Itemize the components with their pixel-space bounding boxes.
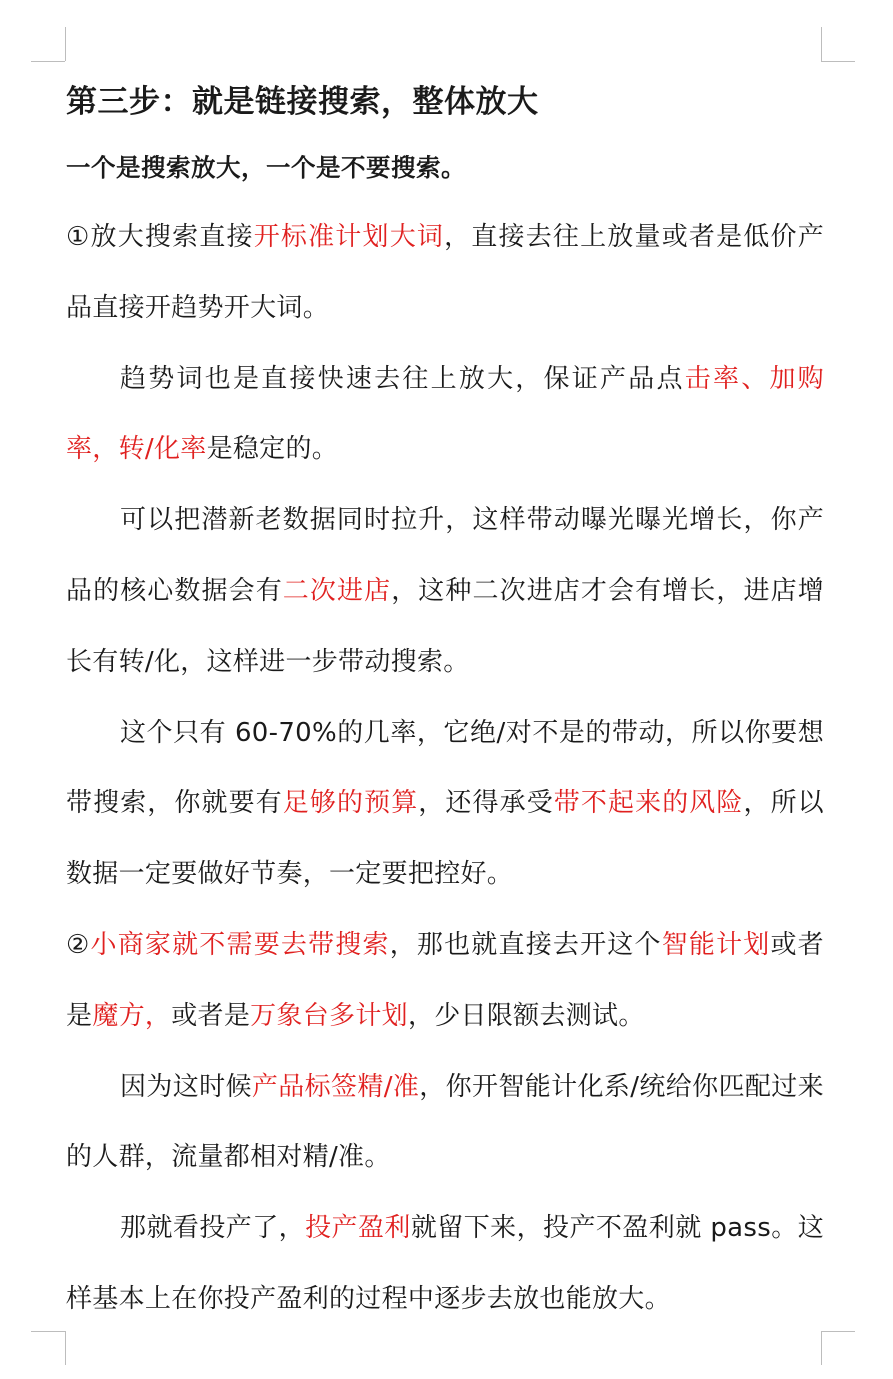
- highlighted-text: 开标准计划大词: [253, 222, 445, 252]
- paragraph-text: 那就看投产了，: [120, 1213, 306, 1244]
- document-body: [66, 72, 824, 1335]
- paragraph: [66, 1052, 824, 1194]
- paragraph-text: 趋势词也是直接快速去往上放大，保证产品点: [120, 363, 685, 394]
- paragraph: [66, 1193, 824, 1335]
- paragraph: [66, 485, 824, 697]
- document-subtitle: 一个是搜索放大，一个是不要搜索。: [66, 153, 466, 182]
- highlighted-text: 万象台多计划: [250, 1000, 408, 1031]
- paragraph-text: ，那也就直接去开这个: [389, 929, 662, 960]
- paragraph-text: 或者是: [66, 929, 824, 1031]
- paragraph-text: 是稳定的。: [206, 434, 339, 465]
- highlighted-text: 二次进店: [282, 575, 392, 606]
- paragraph-text: ，还得承受: [418, 788, 554, 819]
- paragraph: [66, 344, 824, 486]
- highlighted-text: 魔方，: [92, 1000, 172, 1031]
- paragraph-text: 这个只有 60-70%的几率，它绝/对不是的带动，所以你要想带搜索，你就要有: [66, 717, 824, 819]
- paragraph-text: ②: [66, 929, 91, 960]
- highlighted-text: 产品标签精/准: [251, 1071, 420, 1102]
- paragraph-text: 因为这时候: [120, 1071, 252, 1102]
- highlighted-text: 带不起来的风险: [553, 788, 744, 819]
- paragraph: [66, 698, 824, 910]
- paragraph-list: [66, 202, 824, 1335]
- highlighted-text: 击率、加购率，转/化率: [66, 363, 824, 465]
- document-title: 第三步：就是链接搜索，整体放大: [66, 84, 539, 120]
- paragraph-text: 或者是: [171, 1000, 251, 1031]
- paragraph-text: ，这种二次进店才会有增长，进店增长有转/化，这样进一步带动搜索。: [66, 575, 824, 677]
- paragraph-text: ，你开智能计化系/统给你匹配过来的人群，流量都相对精/准。: [66, 1071, 824, 1173]
- paragraph: [66, 202, 824, 344]
- paragraph-text: ，所以数据一定要做好节奏，一定要把控好。: [66, 788, 824, 890]
- paragraph-text: 就留下来，投产不盈利就 pass。这样基本上在你投产盈利的过程中逐步去放也能放大。: [66, 1213, 824, 1314]
- paragraph-text: 可以把潜新老数据同时拉升，这样带动曝光曝光增长，你产品的核心数据会有: [66, 505, 824, 606]
- paragraph: [66, 910, 824, 1052]
- highlighted-text: 足够的预算: [282, 788, 419, 819]
- paragraph-text: ，少日限额去测试。: [407, 1000, 645, 1031]
- highlighted-text: 小商家就不需要去带搜索: [90, 929, 390, 960]
- highlighted-text: 智能计划: [661, 929, 771, 960]
- highlighted-text: 投产盈利: [305, 1213, 411, 1244]
- paragraph-text: ①放大搜索直接: [66, 222, 254, 252]
- paragraph-text: ，直接去往上放量或者是低价产品直接开趋势开大词。: [66, 222, 824, 323]
